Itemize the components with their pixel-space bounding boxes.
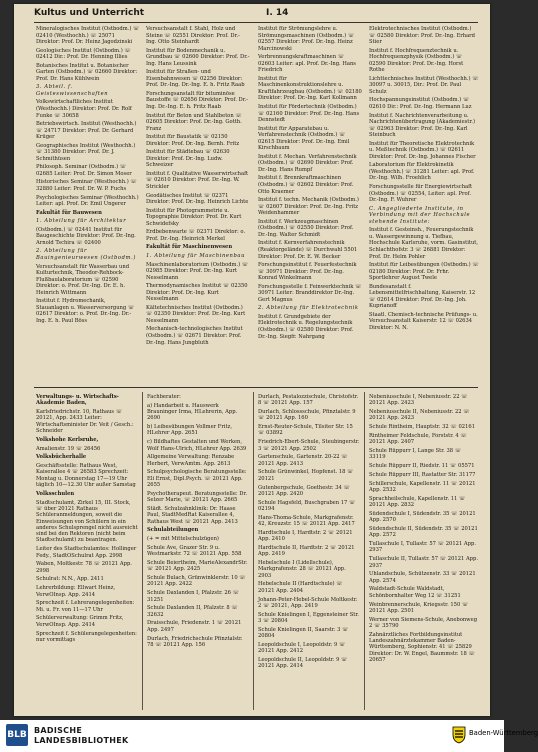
directory-entry: Leiter des Stadtschulamtes: Hollinger Fedy., StadtOSchulrat App. 2998 (36, 546, 137, 559)
directory-entry: Hebelschule II (Hardtschule) ☏ 20121 App. 2404 (258, 581, 343, 594)
directory-entry: Werner von Siemens-Schule, Anebonweg 2 ☏ 35790 (369, 616, 478, 629)
directory-entry: Institut für Baustatik ☏ 02150 Direktor: Prof. Dr.-Ing. Bernh. Fritz (146, 134, 240, 147)
directory-entry: Psychologisches Seminar (Westhochh.) Leiter: apl. Prof. Dr. Emil Ungerer (36, 194, 139, 208)
directory-entry: (Ostbodm.) ☏ 02441 Institut für Baugeschichte Direktor: Prof. Dr.-Ing. Arnold Tschira ☏ 02400 (36, 226, 136, 246)
directory-entry: Amalienstr. 19 ☏ 26456 (36, 445, 101, 452)
section-heading: C. Angegliederte Institute, in Verbindung mit der Hochschule stehende Institute: (369, 205, 471, 225)
directory-entry: Sprechzeit f. Lehrerangelegenheiten: Mi. u. Fr. von 11—17 Uhr (36, 600, 135, 613)
directory-entry: Psychotherapeut. Beratungsstelle: Dr. Selzer Marie, ☏ 20121 App. 2665 (147, 490, 248, 504)
directory-entry: Versuchsanstalt für Wasserbau und Kulturtechnik, Theodor-Rehbock-Flußbaulaboratorium ☏ 02590 Direktor: o. Prof. Dr.-Ing. Dr. E. h. Heinrich Wittmann (36, 263, 130, 296)
directory-entry: a) Handarbeit u. Hauswerk Brauninger Irma, HLehrerin, App. 2690 (147, 402, 238, 422)
directory-entry: Schülerverwaltung: Grimm Fritz, VerwOInsp. App. 2414 (36, 615, 124, 628)
directory-entry: Mechanisch-technologisches Institut (Ostbodm.) ☏ 02671 Direktor: Prof. Dr.-Ing. Hans Jungbluth (146, 326, 243, 346)
directory-entry: Ernst-Reuter-Schule, Tilsiter Str. 15 ☏ 03892 (258, 424, 353, 437)
directory-entry: Verbrennungskraftmaschinen ☏ 02603 Leiter: apl. Prof. Dr.-Ing. Hans Friedrich (258, 54, 356, 74)
directory-entry: Volkswirtschaftliches Institut (Westhochh.) Direktor: Prof. Dr. Rolf Funke ☏ 30658 (36, 99, 132, 119)
directory-entry: Institut f. Werkzeugmaschinen (Ostbodm.) ☏ 02550 Direktor: Prof. Dr.-Ing. Walter Schmidt (258, 218, 354, 238)
directory-entry: Tullaschule I, Tullastr. 57 ☏ 20121 App. 2937 (369, 541, 476, 554)
directory-entry: (+ = mit Mittelschulzügen) (147, 536, 219, 543)
directory-entry: Schule Bulach, Grünwinklerstr. 10 ☏ 20121 App. 2422 (147, 575, 246, 588)
directory-entry: Elektrotechnisches Institut (Ostbodm.) ☏ 02580 Direktor: Prof. Dr.-Ing. Erhard Stier (369, 26, 475, 46)
directory-entry: Schule Rüppurr II, Riedstr. 11 ☏ 05571 (369, 463, 475, 470)
directory-entry: Institut für Photogrammetrie u. Topographie Direktor: Prof. Dr. Kurt Schwidefsky (146, 207, 242, 227)
directory-entry: Institut f. Nachrichtenverarbeitung u. Nachrichtenübertragung (Akademiestr.) ☏ 02963 Direktor: Prof. Dr.-Ing. Karl Steinbuch (369, 112, 475, 139)
directory-entry: Schulrat: N.N., App. 2411 (36, 576, 104, 583)
directory-entry: Betriebswirtsch. Institut (Westhochh.) ☏ 24717 Direktor: Prof. Dr. Gerhard Krüger (36, 121, 137, 141)
directory-entry: Durlach, Friedrichschule Pfinztalstr. 78 ☏ 20121 App. 156 (147, 635, 243, 648)
directory-entry: Institut für Fördertechnik (Ostbodm.) ☏ 02160 Direktor: Prof. Dr.-Ing. Hans Dennstedt (258, 104, 360, 124)
directory-entry: Südendschule I, Südendstr. 35 ☏ 20121 App. 2570 (369, 510, 476, 524)
section-divider (34, 387, 478, 388)
section-heading: 1. Abteilung für Maschinenbau (146, 252, 246, 259)
directory-entry: Hardtschule I, Hardtstr. 2 ☏ 20121 App. 2410 (258, 529, 353, 543)
directory-entry: Thermodynamisches Institut ☏ 02350 Direktor: Prof. Dr.-Ing. Kurt Nesselmann (146, 283, 248, 303)
directory-entry: Geologisches Institut (Ostbodm.) ☏ 02412 Dir.: Prof. Dr. Henning Illies (36, 47, 131, 61)
directory-entry: Waben, Moltkestr. 78 ☏ 20121 App. 2998 (36, 561, 132, 574)
upper-column-1 (36, 26, 140, 376)
directory-entry: Geographisches Institut (Westhochh.) ☏ 31380 Direktor: Prof. Dr. J. Schmithüsen (36, 142, 136, 162)
section-heading: Fakultät für Bauwesen (36, 209, 102, 216)
directory-entry: Historisches Seminar (Westhochh.) ☏ 32880 Leiter: Prof. Dr. W. P. Fuchs (36, 179, 137, 193)
lower-column-2 (147, 394, 249, 710)
lower-column-1 (36, 394, 138, 710)
directory-entry: Staatl. Chemisch-technische Prüfungs- u. Versuchsanstalt Kaiserstr. 12 ☏ 02634 Direktor: N. N. (369, 311, 478, 331)
state-label: Baden-Württemberg (469, 729, 538, 737)
directory-entry: Leopoldschule I, Leopoldstr. 9 ☏ 20121 App. 2412 (258, 641, 346, 655)
directory-entry: Institut für Straßen- und Eisenbahnwesen ☏ 02256 Direktor: Prof. Dr.-Ing. Dr.-Ing. E. h. Fritz Raab (146, 69, 245, 89)
directory-entry: Zahnärztliches Fortbildungsinstitut Landeszahnärztekammer Baden-Württemberg, Sophienstr. 41 ☏ 25829 Direktor: Dr. W. Engel, Baummstr. 18 ☏ 20657 (369, 631, 475, 663)
directory-entry: Institut f. Grundgebiete der Elektrotechnik u. Regelungstechnik (Ostbodm.) ☏ 02580 Direktor: Prof. Dr.-Ing. Siegfr. Nahrgang (258, 313, 354, 340)
directory-entry: Kältetechnisches Institut (Ostbodm.) ☏ 02350 Direktor: Prof. Dr.-Ing. Kurt Nesselmann (146, 304, 246, 324)
directory-entry: Institut f. Brennkraftmaschinen (Ostbodm.) ☏ 02602 Direktor: Prof. Otto Kraemer (258, 175, 354, 195)
directory-entry: Philosoph. Seminar (Ostbodm.) ☏ 02685 Leiter: Prof. Dr. Simon Moser (36, 164, 132, 177)
directory-entry: Institut für Strömungslehre u. Strömungsmaschinen (Ostbodm.) ☏ 02557 Direktor: Prof. Dr.-Ing. Heinz Marcinowski (258, 26, 355, 52)
directory-entry: Nebeniusschule I, Nebeniusstr. 22 ☏ 20121 App. 2423 (369, 394, 468, 407)
section-heading: 3. Abteil. f. Geisteswissenschaften (36, 84, 109, 97)
directory-entry: Institut für Maschinenkonstruktionslehre u. Kraftfahrzeugbau (Ostbodm.) ☏ 02180 Direktor: Prof. Dr.-Ing. Karl Kollmann (258, 75, 362, 102)
directory-entry: Uhlandschule, Schützenstr. 33 ☏ 20121 App. 2574 (369, 571, 476, 584)
page-title: Kultus und Unterricht (34, 8, 145, 18)
directory-entry: Maschinenlaboratorium (Ostbodm.) ☏ 02985 Direktor: Prof. Dr.-Ing. Kurt Nesselmann (146, 261, 249, 281)
directory-entry: Botanisches Institut u. Botanischer Garten (Ostbodm.) ☏ 02660 Direktor: Prof. Dr. Hans Kühlwein (36, 62, 138, 82)
directory-entry: Institut f. techn. Mechanik (Ostbodm.) ☏ 02607 Direktor: Prof. Dr.-Ing. Fritz Weidenhammer (258, 197, 359, 217)
directory-entry: Bundesanstalt f. Lebensmittelfrischhaltung, Kaiserstr. 12 ☏ 02614 Direktor: Prof. Dr.-Ing. Joh. Kuprianoff (369, 283, 476, 310)
directory-entry: Schule Rintheim, Hauptstr. 32 ☏ 02161 (369, 424, 476, 431)
directory-entry: Hans-Thoma-Schule, Markgrafenstr. 42, Kreuzstr. 15 ☏ 20121 App. 2417 (258, 514, 355, 528)
directory-entry: Städt. Schulzahnklinik: Dr. Haase Paul, StadtMedRat Kaiserallee 4, Rathaus West ☏ 20121 App. 2413 (147, 505, 238, 525)
directory-entry: Forschungsanstalt für bituminöse Baustoffe ☏ 02656 Direktor: Prof. Dr.-Ing. Dr.-Ing. E. h. Fritz Raab (146, 90, 248, 111)
directory-entry: Institut für Bodenmechanik u. Grundbau ☏ 02600 Direktor: Prof. Dr.-Ing. Hans Leussink (146, 47, 250, 67)
directory-entry: Schule Daxlanden II, Pfalzstr. 8 ☏ 32632 (147, 605, 238, 618)
upper-column-4 (369, 26, 479, 376)
directory-entry: Draisschule, Friedenstr. 1 ☏ 20121 App. 2497 (147, 620, 242, 633)
directory-entry: Schule Ave, Grazer Str. 9 u. Westmarkstr. 72 ☏ 20121 App. 558 (147, 544, 242, 558)
upper-column-2 (146, 26, 250, 376)
directory-entry: Fachberater: (147, 394, 181, 400)
column-rule-3 (364, 392, 365, 710)
directory-entry: Weinbrennerschule, Kriegsstr. 150 ☏ 20121 App. 2501 (369, 601, 469, 614)
directory-entry: Leopoldschule II, Leopoldstr. 9 ☏ 20121 App. 2414 (258, 656, 348, 670)
directory-entry: Institut f. Mechan. Verfahrenstechnik (Ostbodm.) ☏ 02690 Direktor: Prof. Dr.-Ing. Hans Rumpf (258, 153, 357, 173)
lower-column-3 (258, 394, 360, 710)
section-heading: Fakultät für Maschinenwesen (146, 244, 233, 251)
directory-entry: Forschungsstelle f. Feinwerktechnik ☏ 30971 Leiter: Branddirektor Dr.-Ing. Gert Magnus (258, 283, 362, 303)
column-rule-1 (142, 392, 143, 710)
directory-entry: Waldstadt-Schule Waldstadt, Schönbornhalter Weg 12 ☏ 31251 (369, 586, 461, 599)
directory-entry: Institut für Apparatebau u. Verfahrenstechnik (Ostbodm.) ☏ 02615 Direktor: Prof. Dr.-Ing. Emil Kirschbaum (258, 125, 350, 152)
directory-entry: Schule Hagsfeld, Buschgraben 17 ☏ 02194 (258, 499, 356, 512)
directory-entry: Schule Beiertheim, MarieAlexandrStr. ☏ 20121 App. 2425 (147, 560, 248, 573)
directory-entry: Friedrich-Ebert-Schule, Steubingerstr. 3 ☏ 20121 App. 2502 (258, 439, 360, 452)
directory-entry: Mineralogisches Institut (Ostbodm.) ☏ 02410 (Westhochh.) ☏ 25071 Direktor: Prof. Dr. Heinz Jagodzinski (36, 26, 140, 46)
directory-entry: Hochspannungsinstitut (Ostbodm.) ☏ 02610 Dir.: Prof. Dr.-Ing. Hermann Luz (369, 97, 472, 111)
directory-entry: Institut f. Kernverfahrenstechnik (Reaktorgelände) ☏ Durchwahl 5501 Direktor: Prof. Dr. E. W. Becker (258, 240, 358, 260)
library-name-line1: BADISCHE (34, 726, 83, 735)
directory-entry: Schule Grünwinkel, Hopfenst. 18 ☏ 20121 (258, 469, 354, 482)
page-number: I. 14 (266, 8, 289, 18)
directory-entry: Schule Rüppurr III, Rastatter Str. 31177 (369, 471, 476, 478)
section-heading: 2. Abteilung für Bauingenieurwesen (Ostbodm.) (36, 248, 136, 261)
directory-entry: Stadtschulamt, Zirkel 15, III. Stock, ☏ über 20121 Rathaus Schüleranmeldungen, soweit die Einweisungen von Schülern in ein anderes Schulsprengel nicht ausreicht sind bei den Rektoren (nicht beim Stadtschulamt) zu beantragen. (36, 499, 138, 544)
directory-entry: Schule Knielingen I, Eggensteiner Str. 3 ☏ 20804 (258, 611, 359, 624)
library-name (34, 726, 129, 746)
section-heading: 2. Abteilung für Elektrotechnik (258, 305, 359, 312)
directory-entry: Südendschule II, Südendstr. 35 ☏ 20121 App. 2572 (369, 526, 478, 539)
column-rule-2 (253, 392, 254, 710)
directory-entry: Forschungsstelle für Energiewirtschaft (Ostbodm.) ☏ 02554, Leiter: apl. Prof. Dr.-Ing. F. Wuhrer (369, 184, 473, 204)
section-heading: Volkshohe Kerlsruhe, (36, 436, 99, 443)
directory-entry: Erdbebenwarte ☏ 02371 Direktor: o. Prof. Dr.-Ing. Heinrich Merkel (146, 229, 246, 242)
section-heading: Verwaltungs- u. Wirtschafts-Akademie Baden, (36, 394, 119, 407)
library-name-line2: LANDESBIBLIOTHEK (34, 736, 129, 745)
header-rule (34, 22, 478, 23)
blb-logo: BLB (6, 724, 28, 746)
directory-entry: Geschäftsstelle: Rathaus West, Kaiserallee 4 ☏ 26583 Sprechzeit: Montag u. Donnerstag 17—19 Uhr täglich 10—12.30 Uhr außer Samstag (36, 463, 136, 489)
directory-entry: Tullaschule II, Tullastr. 57 ☏ 20121 App. 2937 (369, 556, 478, 569)
directory-entry: Institut f. Gesteinsh., Feuerungstechnik u. Wassergewinnung u. Tiefbau, Hochschule Karlsruhe, vorm. Gasinstitut, Schlachthofstr. 3 ☏ 26881 Direktor: Prof. Dr. Helm Pohler (369, 227, 479, 260)
directory-entry: c) Bildhaftes Gestalten und Werken, Wolf Hans-Ulrich, HLehrer App. 2639 (147, 439, 247, 452)
directory-entry: Gartenschule, Gartenstr. 20-22 ☏ 20121 App. 2413 (258, 454, 348, 467)
directory-entry: Rintheimer Feldschule, Forststr. 4 ☏ 20121 App. 2407 (369, 432, 467, 446)
directory-entry: Allgemeine Verwaltung: Renzabe Herbert, VerwAmtm. App. 2613 (147, 454, 235, 467)
directory-entry: Johann-Peter-Hebel-Schule Moltkestr. 2 ☏ 20121, App. 2419 (258, 596, 358, 609)
state-crest-icon (452, 726, 466, 744)
directory-entry: Karlsfriedrichstr. 10, Rathaus ☏ 20121, App. 2433 Leiter: Wirtschaftsminister Dr. Veit / Gesch.: Schneider (36, 409, 134, 434)
directory-entry: Forschungsinstitut f. Feuerfestechnik ☏ 30971 Direktor: Prof. Dr.-Ing. Konrad Winkelmann (258, 262, 357, 282)
section-heading: Volksbücherhalle (36, 454, 87, 461)
directory-entry: Nebeniusschule II, Nebeniusstr. 22 ☏ 20121 App. 2423 (369, 409, 470, 422)
directory-entry: Schule Knielingen II, Saarstr. 3 ☏ 20804 (258, 626, 349, 639)
lower-column-4 (369, 394, 479, 710)
directory-entry: Geodätisches Institut ☏ 02371 Direktor: Prof. Dr.-Ing. Heinrich Lichte (146, 192, 249, 206)
directory-entry: Hebelschule I (Lidellschule), Markgrafenstr. 28 ☏ 20121 App. 2903 (258, 560, 346, 579)
directory-entry: Gutenbergschule, Goethestr. 34 ☏ 20121 App. 2420 (258, 484, 350, 497)
directory-entry: b) Leibesübungen Vollmer Fritz, HLehrer App. 2651 (147, 424, 232, 437)
directory-entry: Institut f. Hydromechanik, Stauanlagen u. Wasserversorgung ☏ 02617 Direktor: o. Prof. Dr.-Ing. Dr.-Ing. E. h. Paul Böss (36, 298, 135, 324)
section-heading: 1. Abteilung für Architektur (36, 218, 127, 225)
directory-entry: Institut für Beton und Stahlbeton ☏ 02605 Direktor: Prof. Dr.-Ing. Gotth. Franz (146, 112, 242, 132)
directory-entry: Versuchsanstalt f. Stahl, Holz und Steine ☏ 02551 Direktor: Prof. Dr.-Ing. Otto Steinhardt (146, 26, 240, 46)
directory-entry: Institut für Theoretische Elektrotechnik u. Meßtechnik (Ostbodm.) ☏ 02611 Direktor: Prof. Dr.-Ing. Johannes Fischer (369, 140, 476, 160)
directory-entry: Sprachheilschule, Kapellenstr. 11 ☏ 20121 App. 2832 (369, 495, 466, 509)
directory-entry: Durlach, Pestalozzischule, Christofstr. 8 ☏ 20121 App. 157 (258, 394, 359, 407)
directory-entry: Durlach, Schlossschule, Pfinztalstr. 9 ☏ 20121 App. 160 (258, 409, 356, 422)
section-heading: Schulabteilungen (147, 527, 199, 534)
scanned-page (14, 4, 490, 716)
directory-entry: Lichttechnisches Institut (Westhochh.) ☏ 30097 u. 30015, Dir.: Prof. Dr. Paul Schulz (369, 75, 479, 95)
directory-entry: Lehrerbildung: Ellwart Heinz, VerwOInsp. App. 2414 (36, 585, 116, 598)
directory-entry: Institut für Leibesübungen (Ostbodm.) ☏ 02180 Direktor: Prof. Dr. Frhr. Sportlehrer August Twele (369, 262, 479, 282)
upper-column-3 (258, 26, 362, 376)
section-heading: Volksschulen (36, 490, 75, 497)
directory-entry: Schulpsychologische Beratungsstelle: Eli Ernst, Dipl.Psych. ☏ 20121 App. 2655 (147, 469, 247, 489)
page-header (34, 8, 478, 22)
directory-entry: Laboratorium für Elektrokinetik (Westhochh.) ☏ 31281 Leiter: apl. Prof. Dr.-Ing. Wilh. Froehlich (369, 162, 475, 182)
directory-entry: Hardtschule II, Hardtstr. 2 ☏ 20121 App. 2419 (258, 544, 355, 558)
directory-entry: Schule Daxlanden I, Pfalzstr. 26 ☏ 31251 (147, 590, 240, 603)
directory-entry: Schillerschule, Kapellenstr. 11 ☏ 20121 App. 2532 (369, 480, 476, 494)
directory-entry: Sprechzeit f. Schülerangelegenheiten: nur vormittags (36, 630, 137, 643)
directory-entry: Institut für Städtebau ☏ 02630 Direktor: Prof. Dr.-Ing. Ludw. Schweizer (146, 149, 230, 169)
directory-entry: Institut f. Qualitative Wasserwirtschaft ☏ 02610 Direktor: Prof. Dr.-Ing. W. Strickler (146, 170, 249, 191)
directory-entry: Schule Rüppurr I, Lange Str. 38 ☏ 33119 (369, 448, 462, 461)
viewer-footer (0, 720, 538, 752)
directory-entry: Institut f. Hochfrequenztechnik u. Hochfrequenzphysik (Ostbodm.) ☏ 02590 Direktor: Prof. Dr.-Ing. Horst Rothe (369, 47, 464, 74)
